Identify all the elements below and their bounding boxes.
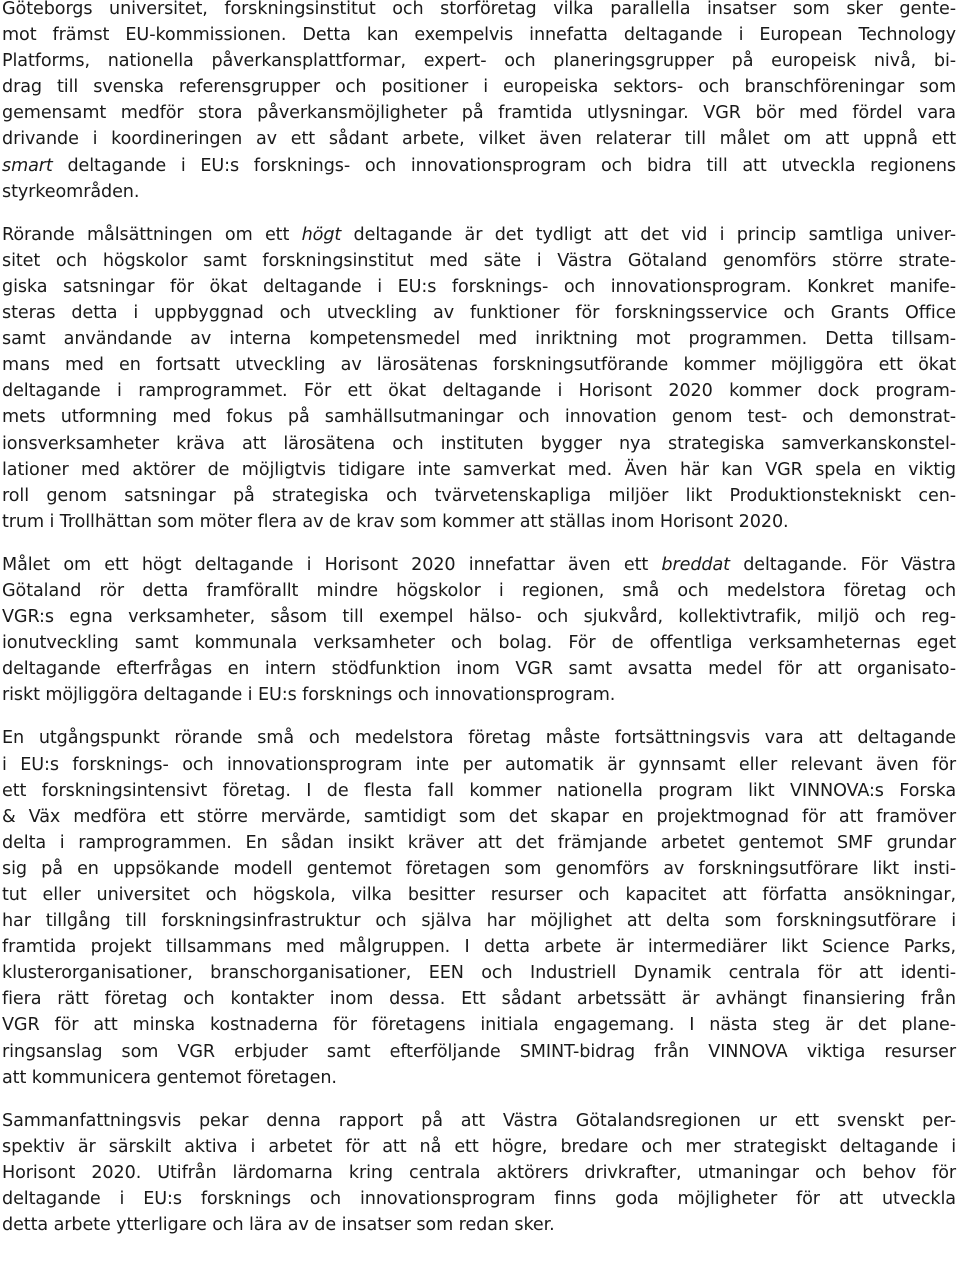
text-line: fiera rätt företag och kontakter inom dessa. Ett sådant arbetssätt är avhängt finansiering från — [2, 989, 956, 1010]
text-line: En utgångspunkt rörande små och medelstora företag måste fortsättningsvis vara att deltagande — [2, 728, 956, 749]
text-line: detta arbete ytterligare och lära av de insatser som redan sker. — [2, 1215, 555, 1236]
text-line: Sammanfattningsvis pekar denna rapport på att Västra Götalandsregionen ur ett svenskt per- — [2, 1110, 956, 1131]
text-line: att kommunicera gentemot företagen. — [2, 1067, 337, 1088]
text-line: framtida projekt tillsammans med målgruppen. I detta arbete är intermediärer likt Science Parks, — [2, 937, 956, 958]
text-line: deltagande efterfrågas en intern stödfunktion inom VGR samt avsatta medel för att organisato- — [2, 659, 956, 680]
text-run: deltagande. För Västra — [729, 554, 956, 575]
text-line: & Väx medföra ett större mervärde, samtidigt som det skapar en projektmognad för att framöver — [2, 806, 956, 827]
text-line: samt användande av interna kompetensmedel med inriktning mot programmen. Detta tillsam- — [2, 329, 956, 350]
text-line: ett forskningsintensivt företag. I de flesta fall kommer nationella program likt VINNOVA:s Forska — [2, 780, 956, 801]
text-line: gemensamt medför stora påverkansmöjligheter på framtida utlysningar. VGR bör med fördel vara — [2, 103, 956, 124]
text-line: deltagande i EU:s forsknings och innovationsprogram finns goda möjligheter för att utveckla — [2, 1189, 956, 1210]
text-run: Målet om ett högt deltagande i Horisont 2020 innefattar även ett — [2, 554, 662, 575]
text-line: deltagande i ramprogrammet. För ett ökat deltagande i Horisont 2020 kommer dock program- — [2, 381, 956, 402]
text-line: klusterorganisationer, branschorganisationer, EEN och Industriell Dynamik centrala för att identi- — [2, 963, 956, 984]
text-line: Horisont 2020. Utifrån lärdomarna kring centrala aktörers drivkrafter, utmaningar och behov för — [2, 1162, 956, 1183]
text-line: drag till svenska referensgrupper och positioner i europeiska sektors- och branschföreningar som — [2, 77, 956, 98]
text-line: Göteborgs universitet, forskningsinstitut och storföretag vilka parallella insatser som sker gente- — [2, 0, 956, 19]
text-line: ringsanslag som VGR erbjuder samt efterföljande SMINT-bidrag från VINNOVA viktiga resurser — [2, 1041, 956, 1062]
text-line — [2, 552, 956, 578]
text-line: i EU:s forsknings- och innovationsprogram inte per automatik är gynnsamt eller relevant även för — [2, 754, 956, 775]
paragraph-smf — [2, 725, 956, 1090]
text-line: riskt möjliggöra deltagande i EU:s forsknings och innovationsprogram. — [2, 685, 616, 706]
text-line: sitet och högskolor samt forskningsinstitut med säte i Västra Götaland genomförs större strate- — [2, 250, 956, 271]
text-line: drivande i koordineringen av ett sådant arbete, vilket även relaterar till målet om att uppnå ett — [2, 129, 956, 150]
text-line: Götaland rör detta framförallt mindre högskolor i regionen, små och medelstora företag och — [2, 580, 956, 601]
text-run: Rörande målsättningen om ett — [2, 224, 302, 245]
text-line: mans med en fortsatt utveckling av lärosätenas forskningsutförande kommer möjliggöra ett ökat — [2, 355, 956, 376]
text-line: Platforms, nationella påverkansplattformar, expert- och planeringsgrupper på europeisk nivå, bi- — [2, 51, 956, 72]
text-line: trum i Trollhättan som möter flera av de krav som kommer att ställas inom Horisont 2020. — [2, 511, 789, 532]
text-line: roll genom satsningar på strategiska och tvärvetenskapliga miljöer likt Produktionstekniskt cen- — [2, 485, 956, 506]
text-line — [2, 222, 956, 248]
text-line: mets utformning med fokus på samhällsutmaningar och innovation genom test- och demonstrat- — [2, 407, 956, 428]
text-line: delta i ramprogrammen. En sådan insikt kräver att det främjande arbetet gentemot SMF grundar — [2, 832, 956, 853]
text-line: ionutveckling samt kommunala verksamheter och bolag. För de offentliga verksamheternas eget — [2, 633, 956, 654]
paragraph-hogt-deltagande — [2, 222, 956, 535]
emphasis-breddat: breddat — [661, 554, 730, 575]
text-run: deltagande är det tydligt att det vid i princip samtliga univer- — [341, 224, 957, 245]
text-line: giska satsningar för ökat deltagande i EU:s forsknings- och innovationsprogram. Konkret manife- — [2, 276, 956, 297]
text-line: steras detta i uppbyggnad och utveckling av funktioner för forskningsservice och Grants Office — [2, 303, 956, 324]
text-run: deltagande i EU:s forsknings- och innovationsprogram och bidra till att utveckla regionens — [52, 155, 956, 176]
paragraph-continuation — [2, 0, 956, 205]
text-line: VGR för att minska kostnaderna för företagens initiala engagemang. I nästa steg är det plane- — [2, 1015, 956, 1036]
text-line: lationer med aktörer de möjligtvis tidigare inte samverkat med. Även här kan VGR spela en viktig — [2, 459, 956, 480]
text-line: ionsverksamheter kräva att lärosätena och instituten bygger nya strategiska samverkanskonstel- — [2, 433, 956, 454]
text-line: VGR:s egna verksamheter, såsom till exempel hälso- och sjukvård, kollektivtrafik, miljö och reg- — [2, 607, 956, 628]
paragraph-summary — [2, 1108, 956, 1238]
text-line: sig på en uppsökande modell gentemot företagen som genomförs av forskningsutförare likt insti- — [2, 858, 956, 879]
paragraph-breddat-deltagande — [2, 552, 956, 709]
emphasis-hogt: högt — [301, 224, 342, 245]
text-line: tut eller universitet och högskola, vilka besitter resurser och kapacitet att författa ansökningar, — [2, 885, 956, 905]
text-line: har tillgång till forskningsinfrastruktur och själva har möjlighet att delta som forskningsutförare i — [2, 911, 956, 932]
text-line: spektiv är särskilt aktiva i arbetet för att nå ett högre, bredare och mer strategiskt deltagande i — [2, 1136, 956, 1157]
text-line: mot främst EU-kommissionen. Detta kan exempelvis innefatta deltagande i European Technology — [2, 25, 956, 46]
emphasis-smart: smart — [2, 155, 53, 176]
text-line: styrkeområden. — [2, 181, 140, 202]
text-line — [2, 153, 956, 179]
